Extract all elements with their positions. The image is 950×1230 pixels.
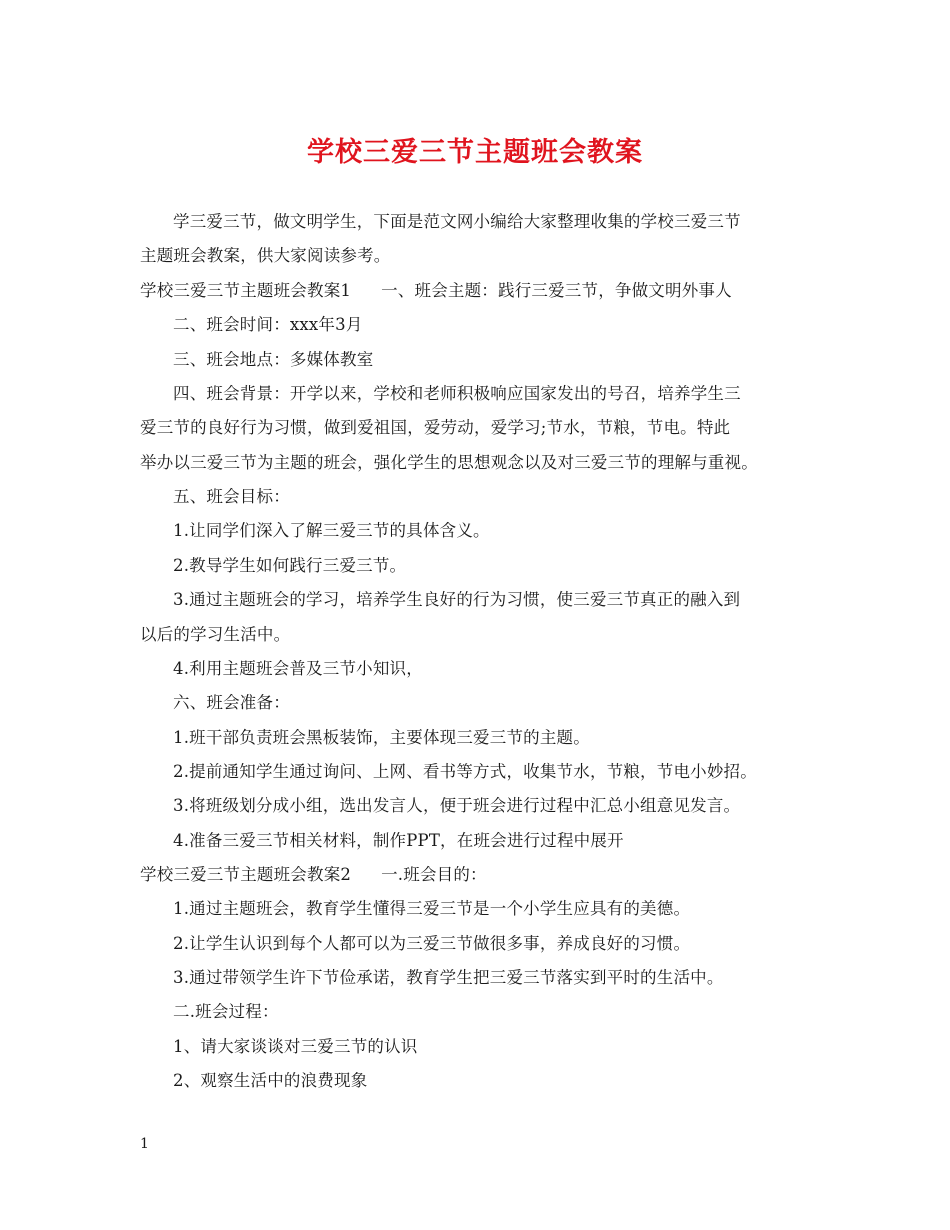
paragraph-line: 主题班会教案，供大家阅读参考。 bbox=[140, 246, 391, 265]
paragraph-line: 3.通过主题班会的学习，培养学生良好的行为习惯，使三爱三节真正的融入到 bbox=[173, 590, 741, 609]
paragraph-line: 1.通过主题班会，教育学生懂得三爱三节是一个小学生应具有的美德。 bbox=[173, 899, 691, 918]
paragraph-line: 1.让同学们深入了解三爱三节的具体含义。 bbox=[173, 521, 490, 540]
paragraph-line: 爱三节的良好行为习惯，做到爱祖国，爱劳动，爱学习;节水，节粮，节电。特此 bbox=[140, 418, 731, 437]
paragraph-line: 4.利用主题班会普及三节小知识， bbox=[173, 659, 423, 678]
paragraph-line: 四、班会背景：开学以来，学校和老师积极响应国家发出的号召，培养学生三 bbox=[173, 384, 741, 403]
section-heading-line bbox=[140, 281, 732, 301]
paragraph-line: 一、班会主题：践行三爱三节，争做文明外事人 bbox=[381, 281, 732, 300]
paragraph-line: 2、观察生活中的浪费现象 bbox=[173, 1071, 368, 1090]
paragraph-line: 二.班会过程： bbox=[173, 1002, 279, 1021]
section-heading: 学校三爱三节主题班会教案2 bbox=[140, 865, 352, 884]
document-title: 学校三爱三节主题班会教案 bbox=[307, 137, 643, 168]
paragraph-line: 2.让学生认识到每个人都可以为三爱三节做很多事，养成良好的习惯。 bbox=[173, 934, 691, 953]
paragraph-line: 3.将班级划分成小组，选出发言人，便于班会进行过程中汇总小组意见发言。 bbox=[173, 796, 741, 815]
page-number: 1 bbox=[140, 1136, 149, 1152]
paragraph-line: 2.教导学生如何践行三爱三节。 bbox=[173, 556, 407, 575]
paragraph-line: 1、请大家谈谈对三爱三节的认识 bbox=[173, 1037, 418, 1056]
paragraph-line: 六、班会准备： bbox=[173, 693, 290, 712]
paragraph-line: 三、班会地点：多媒体教室 bbox=[173, 350, 374, 369]
section-heading-line bbox=[140, 865, 487, 885]
paragraph-line: 五、班会目标： bbox=[173, 487, 290, 506]
paragraph-line: 学三爱三节，做文明学生，下面是范文网小编给大家整理收集的学校三爱三节 bbox=[173, 212, 741, 231]
paragraph-line: 2.提前通知学生通过询问、上网、看书等方式，收集节水，节粮，节电小妙招。 bbox=[173, 762, 757, 781]
paragraph-line: 一.班会目的： bbox=[381, 865, 487, 884]
paragraph-line: 二、班会时间：xxx年3月 bbox=[173, 315, 363, 334]
section-heading: 学校三爱三节主题班会教案1 bbox=[140, 281, 352, 300]
paragraph-line: 以后的学习生活中。 bbox=[140, 625, 291, 644]
paragraph-line: 举办以三爱三节为主题的班会，强化学生的思想观念以及对三爱三节的理解与重视。 bbox=[140, 453, 758, 472]
paragraph-line: 3.通过带领学生许下节俭承诺，教育学生把三爱三节落实到平时的生活中。 bbox=[173, 968, 724, 987]
paragraph-line: 4.准备三爱三节相关材料，制作PPT，在班会进行过程中展开 bbox=[173, 831, 624, 850]
paragraph-line: 1.班干部负责班会黑板装饰，主要体现三爱三节的主题。 bbox=[173, 728, 590, 747]
